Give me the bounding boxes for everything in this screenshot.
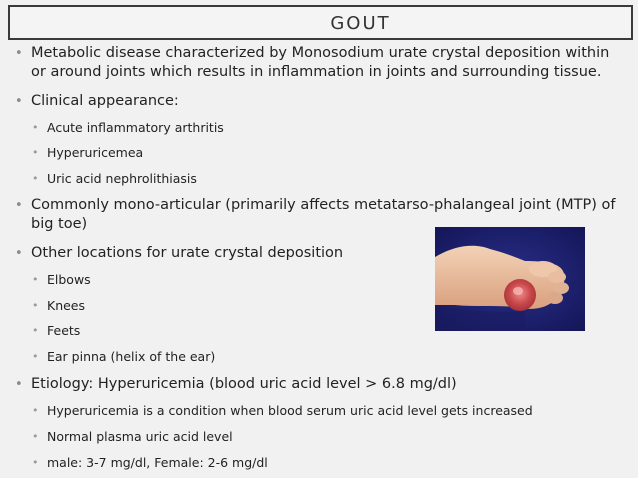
sub-bullet-text: Uric acid nephrolithiasis bbox=[47, 171, 197, 186]
sub-bullet-text: Acute inflammatory arthritis bbox=[47, 120, 224, 135]
bullet-dot: • bbox=[32, 404, 39, 417]
slide-title-bar bbox=[8, 5, 633, 40]
sub-bullet-text: Knees bbox=[47, 298, 86, 313]
bullet-clinical-appearance bbox=[15, 92, 611, 111]
sub-bullet-text: Hyperuricemea bbox=[47, 145, 144, 160]
bullet-text: Other locations for urate crystal deposition bbox=[31, 245, 344, 261]
sub-bullet bbox=[32, 120, 224, 136]
bullet-other-locations bbox=[15, 244, 431, 263]
bullet-text: Etiology: Hyperuricemia (blood uric acid level > 6.8 mg/dl) bbox=[31, 376, 457, 392]
sub-bullet bbox=[32, 171, 197, 187]
bullet-dot: • bbox=[15, 46, 23, 61]
sub-bullet bbox=[32, 455, 268, 471]
bullet-dot: • bbox=[32, 350, 39, 363]
sub-bullet bbox=[32, 272, 91, 288]
bullet-dot: • bbox=[32, 146, 39, 159]
slide-title: GOUT bbox=[330, 13, 391, 34]
sub-bullet-text: male: 3-7 mg/dl, Female: 2-6 mg/dl bbox=[47, 455, 268, 470]
foot-illustration bbox=[435, 227, 585, 331]
bullet-dot: • bbox=[32, 121, 39, 134]
sub-bullet bbox=[32, 429, 233, 445]
sub-bullet bbox=[32, 298, 86, 314]
sub-bullet bbox=[32, 349, 216, 365]
bullet-text: Clinical appearance: bbox=[31, 93, 179, 109]
bullet-text: Metabolic disease characterized by Monosodium urate crystal deposition within or around joints which results in inflammation in joints and surrounding tissue. bbox=[31, 45, 610, 80]
bullet-dot: • bbox=[15, 198, 23, 213]
sub-bullet bbox=[32, 403, 533, 419]
gout-toe-photo bbox=[435, 227, 585, 331]
bullet-dot: • bbox=[32, 430, 39, 443]
sub-bullet-text: Feets bbox=[47, 323, 81, 338]
bullet-dot: • bbox=[32, 324, 39, 337]
sub-bullet-text: Hyperuricemia is a condition when blood serum uric acid level gets increased bbox=[47, 403, 533, 418]
bullet-text: Commonly mono-articular (primarily affects metatarso-phalangeal joint (MTP) of big toe) bbox=[31, 197, 616, 232]
bullet-dot: • bbox=[15, 246, 23, 261]
bullet-dot: • bbox=[15, 377, 23, 392]
bullet-dot: • bbox=[32, 299, 39, 312]
bullet-dot: • bbox=[32, 273, 39, 286]
sub-bullet-text: Elbows bbox=[47, 272, 91, 287]
sub-bullet bbox=[32, 323, 81, 339]
sub-bullet bbox=[32, 145, 144, 161]
bullet-etiology bbox=[15, 375, 621, 394]
sub-bullet-text: Normal plasma uric acid level bbox=[47, 429, 233, 444]
bullet-dot: • bbox=[32, 456, 39, 469]
bullet-dot: • bbox=[32, 172, 39, 185]
bullet-dot: • bbox=[15, 94, 23, 109]
bullet-definition bbox=[15, 44, 621, 82]
sub-bullet-text: Ear pinna (helix of the ear) bbox=[47, 349, 216, 364]
